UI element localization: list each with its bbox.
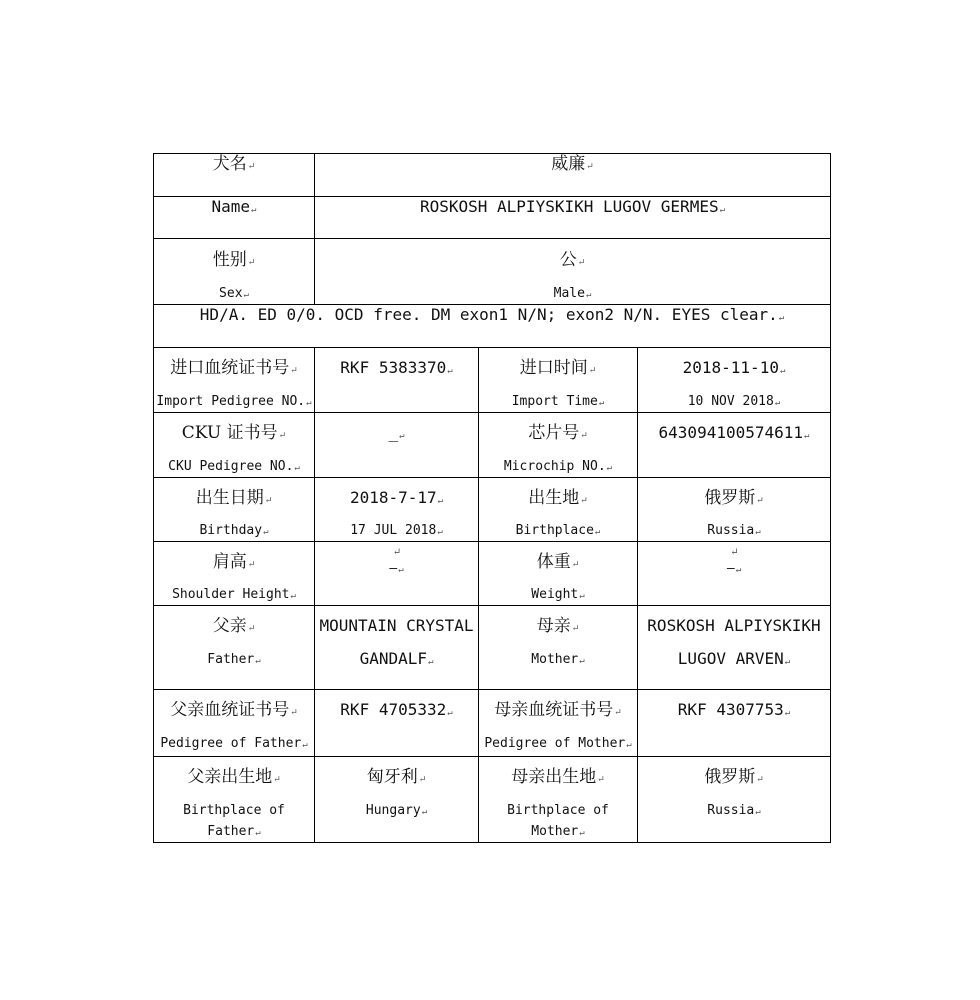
table-row: [154, 478, 831, 542]
name-value: ROSKOSH ALPIYSKIKH LUGOV GERMES↵: [315, 197, 831, 239]
table-row: [154, 305, 831, 348]
import-time-label: 进口时间↵ Import Time↵: [479, 348, 638, 413]
table-row: [154, 413, 831, 478]
pedigree-table: [153, 153, 831, 843]
table-row: [154, 690, 831, 757]
table-row: [154, 757, 831, 843]
import-pedigree-label: 进口血统证书号↵ Import Pedigree NO.↵: [154, 348, 315, 413]
sex-value: [315, 239, 831, 305]
name-label: Name↵: [154, 197, 315, 239]
sex-value-cn: 公↵: [559, 250, 586, 270]
birthplace-label: 出生地↵ Birthplace↵: [479, 478, 638, 542]
sex-label-cn: 性别↵: [212, 250, 256, 270]
dog-name-value: 威廉↵: [315, 154, 831, 197]
sex-value-en: Male↵: [553, 286, 592, 301]
microchip-value: 643094100574611↵: [638, 413, 831, 478]
import-pedigree-value: RKF 5383370↵: [315, 348, 479, 413]
pedigree-mother-label: 母亲血统证书号↵ Pedigree of Mother↵: [479, 690, 638, 757]
table-row: [154, 348, 831, 413]
weight-value: ↵ —↵: [638, 542, 831, 606]
sex-label: [154, 239, 315, 305]
shoulder-height-value: ↵ —↵: [315, 542, 479, 606]
mother-label: 母亲↵ Mother↵: [479, 606, 638, 690]
birthplace-father-label: 父亲出生地↵ Birthplace of Father↵: [154, 757, 315, 843]
pedigree-father-label: 父亲血统证书号↵ Pedigree of Father↵: [154, 690, 315, 757]
table-row: [154, 154, 831, 197]
shoulder-height-label: 肩高↵ Shoulder Height↵: [154, 542, 315, 606]
table-row: [154, 542, 831, 606]
birthday-value: 2018-7-17↵ 17 JUL 2018↵: [315, 478, 479, 542]
birthday-label: 出生日期↵ Birthday↵: [154, 478, 315, 542]
import-time-value: 2018-11-10↵ 10 NOV 2018↵: [638, 348, 831, 413]
pedigree-mother-value: RKF 4307753↵: [638, 690, 831, 757]
health-results: HD/A. ED 0/0. OCD free. DM exon1 N/N; exon2 N/N. EYES clear.↵: [154, 305, 831, 348]
table-row: [154, 197, 831, 239]
weight-label: 体重↵ Weight↵: [479, 542, 638, 606]
birthplace-value: 俄罗斯↵ Russia↵: [638, 478, 831, 542]
father-value: MOUNTAIN CRYSTAL GANDALF↵: [315, 606, 479, 690]
birthplace-father-value: 匈牙利↵ Hungary↵: [315, 757, 479, 843]
dog-name-label: 犬名↵: [154, 154, 315, 197]
cku-pedigree-label: CKU 证书号↵ CKU Pedigree NO.↵: [154, 413, 315, 478]
father-label: 父亲↵ Father↵: [154, 606, 315, 690]
mother-value: ROSKOSH ALPIYSKIKH LUGOV ARVEN↵: [638, 606, 831, 690]
sex-label-en: Sex↵: [219, 286, 249, 301]
table-row: [154, 606, 831, 690]
table-row: [154, 239, 831, 305]
birthplace-mother-value: 俄罗斯↵ Russia↵: [638, 757, 831, 843]
microchip-label: 芯片号↵ Microchip NO.↵: [479, 413, 638, 478]
birthplace-mother-label: 母亲出生地↵ Birthplace of Mother↵: [479, 757, 638, 843]
cku-pedigree-value: _↵: [315, 413, 479, 478]
pedigree-father-value: RKF 4705332↵: [315, 690, 479, 757]
